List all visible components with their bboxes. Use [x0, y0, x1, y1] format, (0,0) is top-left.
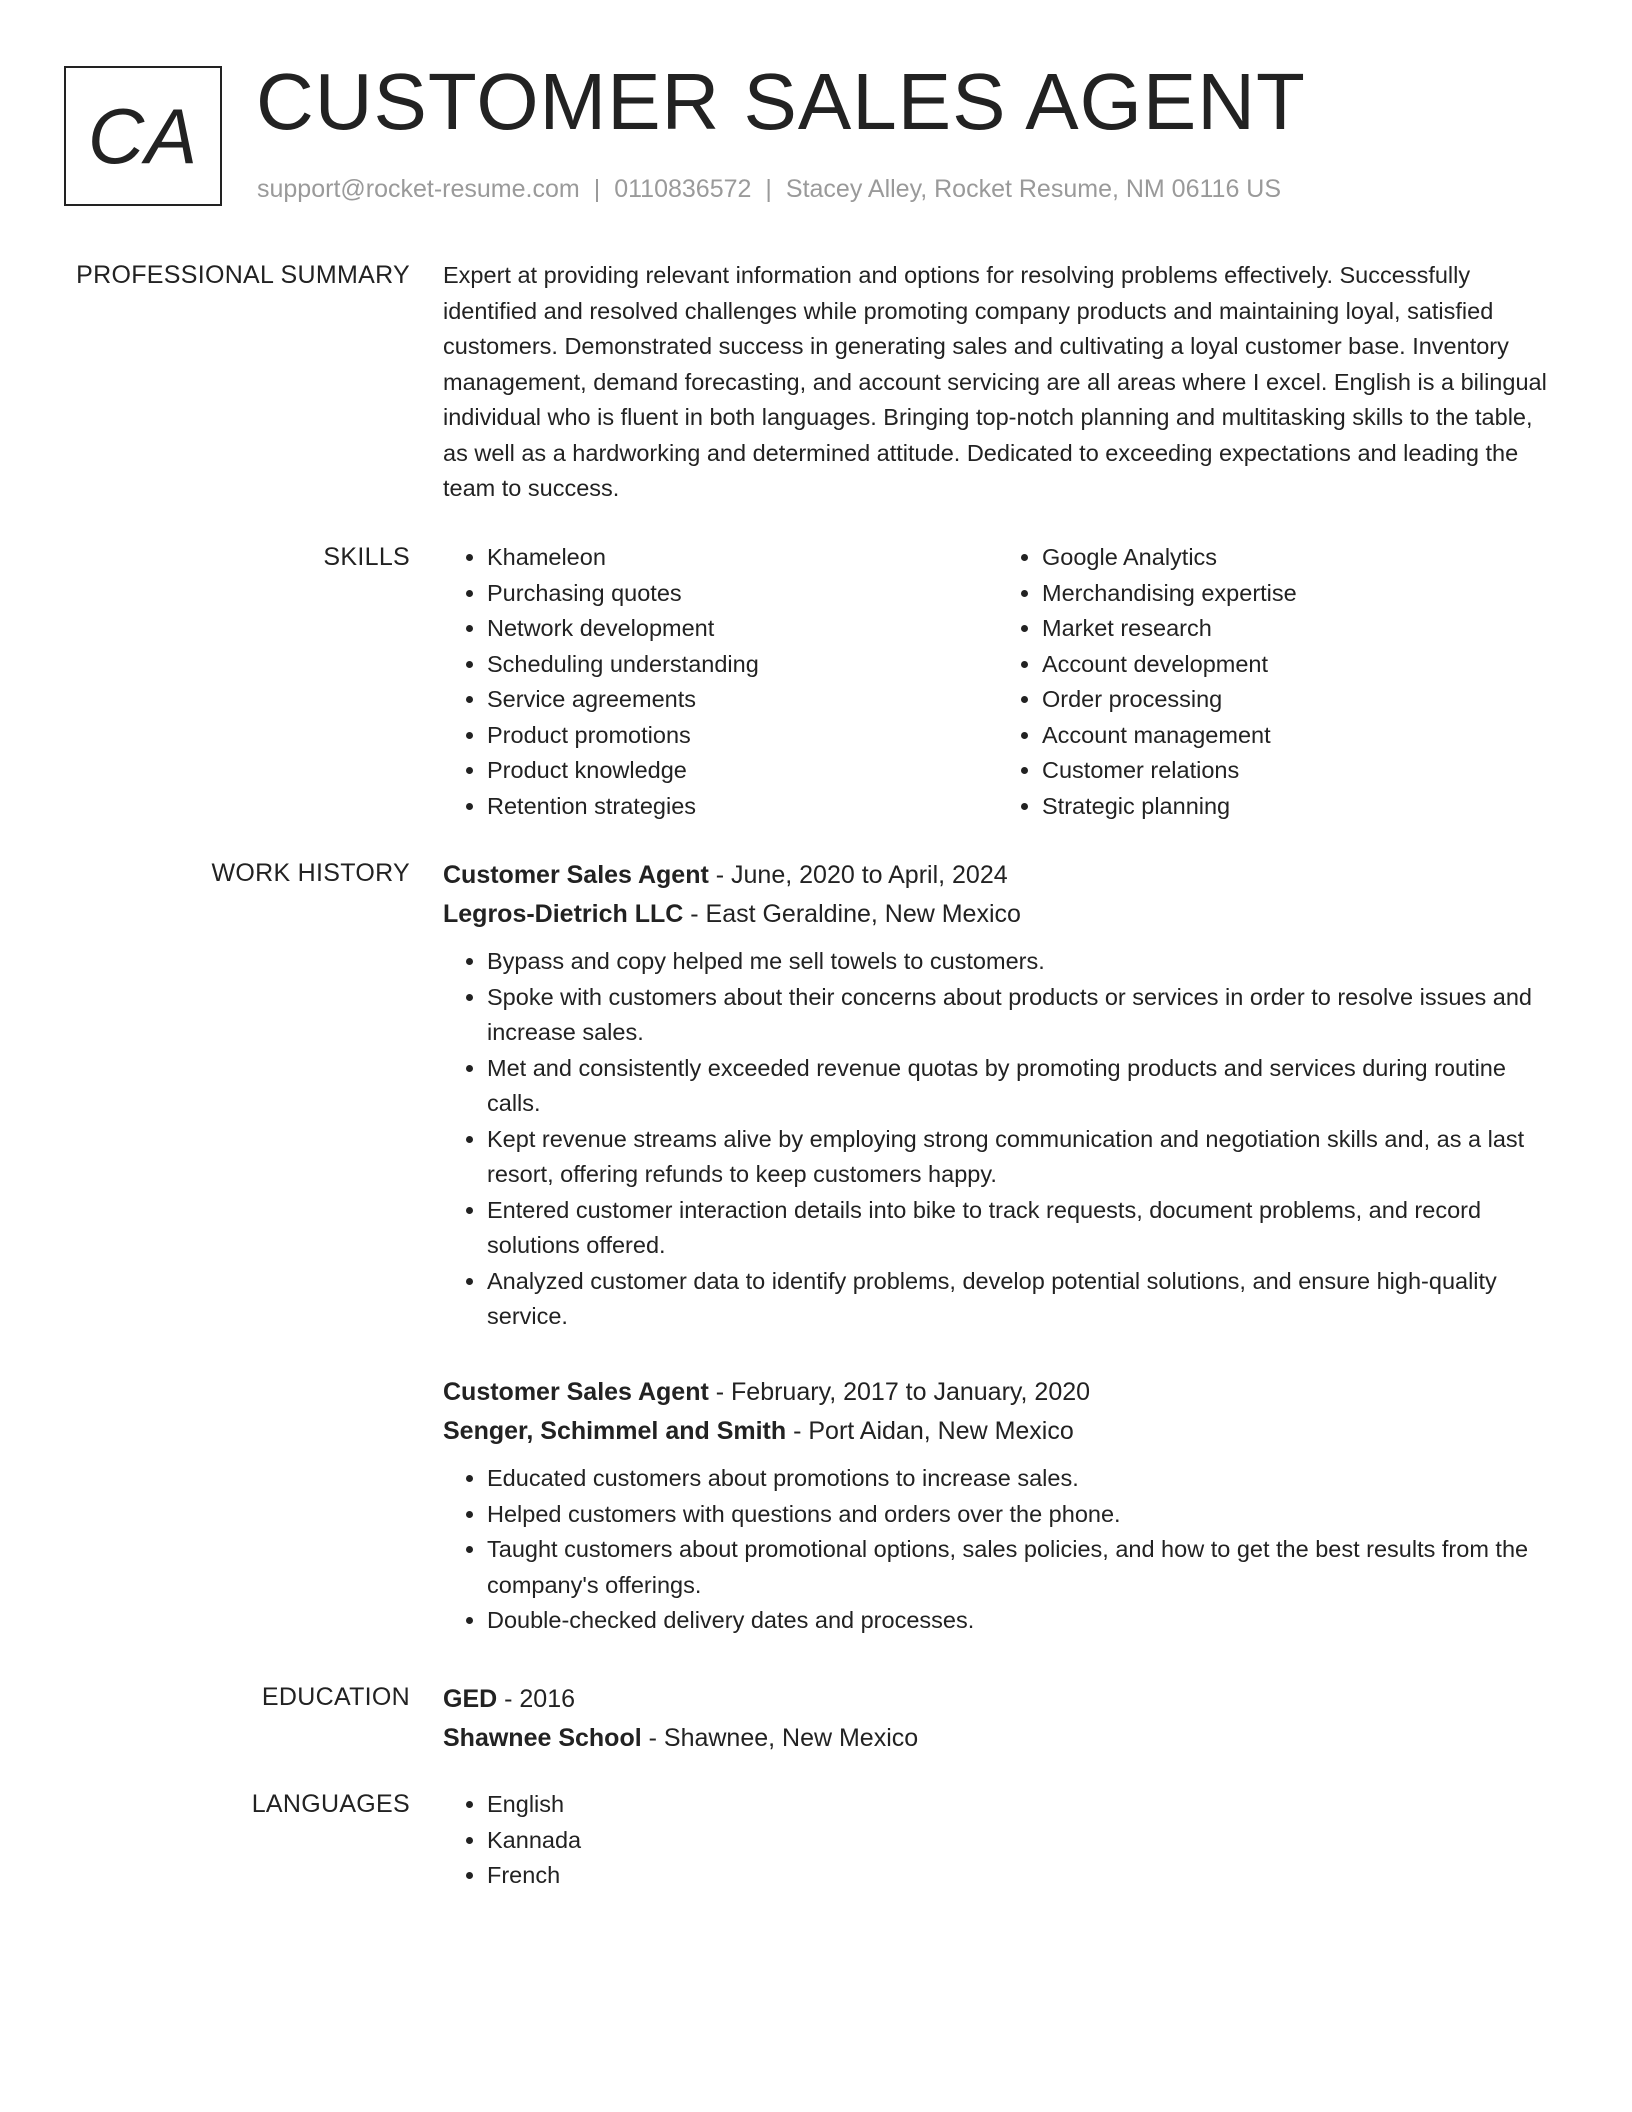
job-bullet: • Spoke with customers about their concerns about products or services in order to resolve issues and increase sales. — [487, 980, 1553, 1051]
skill-item: • Purchasing quotes — [487, 576, 998, 612]
skill-item: • Merchandising expertise — [1042, 576, 1553, 612]
contact-email: support@rocket-resume.com — [257, 175, 580, 203]
contact-separator: | — [593, 175, 601, 203]
job-bullet: • Educated customers about promotions to increase sales. — [487, 1461, 1553, 1497]
skill-item: • Network development — [487, 611, 998, 647]
skill-item: • Scheduling understanding — [487, 647, 998, 683]
language-item: • French — [487, 1858, 1553, 1894]
skills-columns — [443, 540, 1553, 824]
job-bullets — [443, 1461, 1553, 1639]
job-bullets — [443, 944, 1553, 1335]
job-bullet: • Entered customer interaction details into bike to track requests, document problems, and record solutions offered. — [487, 1193, 1553, 1264]
skill-item: • Google Analytics — [1042, 540, 1553, 576]
job-location: - East Geraldine, New Mexico — [683, 900, 1021, 928]
job-bullet: • Met and consistently exceeded revenue quotas by promoting products and services during routine calls. — [487, 1051, 1553, 1122]
education-school: Shawnee School — [443, 1724, 642, 1752]
job-company: Legros-Dietrich LLC — [443, 900, 684, 928]
job-company-line — [443, 895, 1553, 934]
job-title: Customer Sales Agent — [443, 861, 709, 889]
education-degree: GED — [443, 1685, 498, 1713]
job-bullet: • Helped customers with questions and orders over the phone. — [487, 1497, 1553, 1533]
job-dates: - June, 2020 to April, 2024 — [708, 861, 1008, 889]
job-dates: - February, 2017 to January, 2020 — [708, 1378, 1091, 1406]
monogram-text: CA — [87, 91, 199, 180]
job-title-line — [443, 1373, 1553, 1412]
languages-list — [443, 1787, 1553, 1894]
job-title: Customer Sales Agent — [443, 1378, 709, 1406]
job-location: - Port Aidan, New Mexico — [786, 1417, 1074, 1445]
education-degree-line — [443, 1680, 1553, 1719]
job-bullet: • Analyzed customer data to identify problems, develop potential solutions, and ensure high-quality service. — [487, 1264, 1553, 1335]
skill-item: • Strategic planning — [1042, 789, 1553, 825]
job-bullet: • Kept revenue streams alive by employing strong communication and negotiation skills and, as a last resort, offering refunds to keep customers happy. — [487, 1122, 1553, 1193]
skill-item: • Service agreements — [487, 682, 998, 718]
resume-title: CUSTOMER SALES AGENT — [256, 57, 1306, 146]
summary-text: Expert at providing relevant information and options for resolving problems effectively. Successfully identified and resolved challenges while promoting company products and maintaining loyal, satisfied customers. Demonstrated success in generating sales and cultivating a loyal customer base. Inventory management, demand forecasting, and account servicing are all areas where I excel. English is a bilingual individual who is fluent in both languages. Bringing top-notch planning and multitasking skills to the table, as well as a hardworking and determined attitude. Dedicated to exceeding expectations and leading the team to success. — [443, 262, 1547, 501]
skill-item: • Account development — [1042, 647, 1553, 683]
education-entry — [443, 1680, 1553, 1768]
section-label: PROFESSIONAL SUMMARY — [76, 261, 410, 289]
contact-line — [257, 172, 1281, 206]
education-location: - Shawnee, New Mexico — [641, 1724, 919, 1752]
skills-list-left — [443, 540, 998, 824]
education-year: - 2016 — [497, 1685, 576, 1713]
section-label: SKILLS — [323, 543, 410, 571]
contact-phone: 0110836572 — [614, 175, 752, 203]
job-title-line — [443, 856, 1553, 895]
languages-body — [443, 1787, 1553, 1894]
job-entry — [443, 1373, 1553, 1639]
monogram-logo — [64, 66, 222, 206]
job-company-line — [443, 1412, 1553, 1451]
section-label: EDUCATION — [261, 1683, 410, 1711]
language-item: • English — [487, 1787, 1553, 1823]
language-item: • Kannada — [487, 1823, 1553, 1859]
skill-item: • Market research — [1042, 611, 1553, 647]
job-entry — [443, 856, 1553, 1335]
section-label: LANGUAGES — [251, 1790, 410, 1818]
skill-item: • Retention strategies — [487, 789, 998, 825]
contact-address: Stacey Alley, Rocket Resume, NM 06116 US — [785, 175, 1282, 203]
job-bullet: • Double-checked delivery dates and processes. — [487, 1603, 1553, 1639]
skill-item: • Product knowledge — [487, 753, 998, 789]
education-school-line — [443, 1719, 1553, 1758]
contact-separator: | — [765, 175, 772, 203]
skill-item: • Customer relations — [1042, 753, 1553, 789]
skills-list-right — [998, 540, 1553, 824]
skill-item: • Account management — [1042, 718, 1553, 754]
skill-item: • Khameleon — [487, 540, 998, 576]
skill-item: • Product promotions — [487, 718, 998, 754]
job-company: Senger, Schimmel and Smith — [443, 1417, 787, 1445]
skill-item: • Order processing — [1042, 682, 1553, 718]
section-body — [443, 258, 1553, 507]
job-bullet: • Bypass and copy helped me sell towels to customers. — [487, 944, 1553, 980]
job-bullet: • Taught customers about promotional options, sales policies, and how to get the best results from the company's offerings. — [487, 1532, 1553, 1603]
section-label: WORK HISTORY — [211, 859, 410, 887]
